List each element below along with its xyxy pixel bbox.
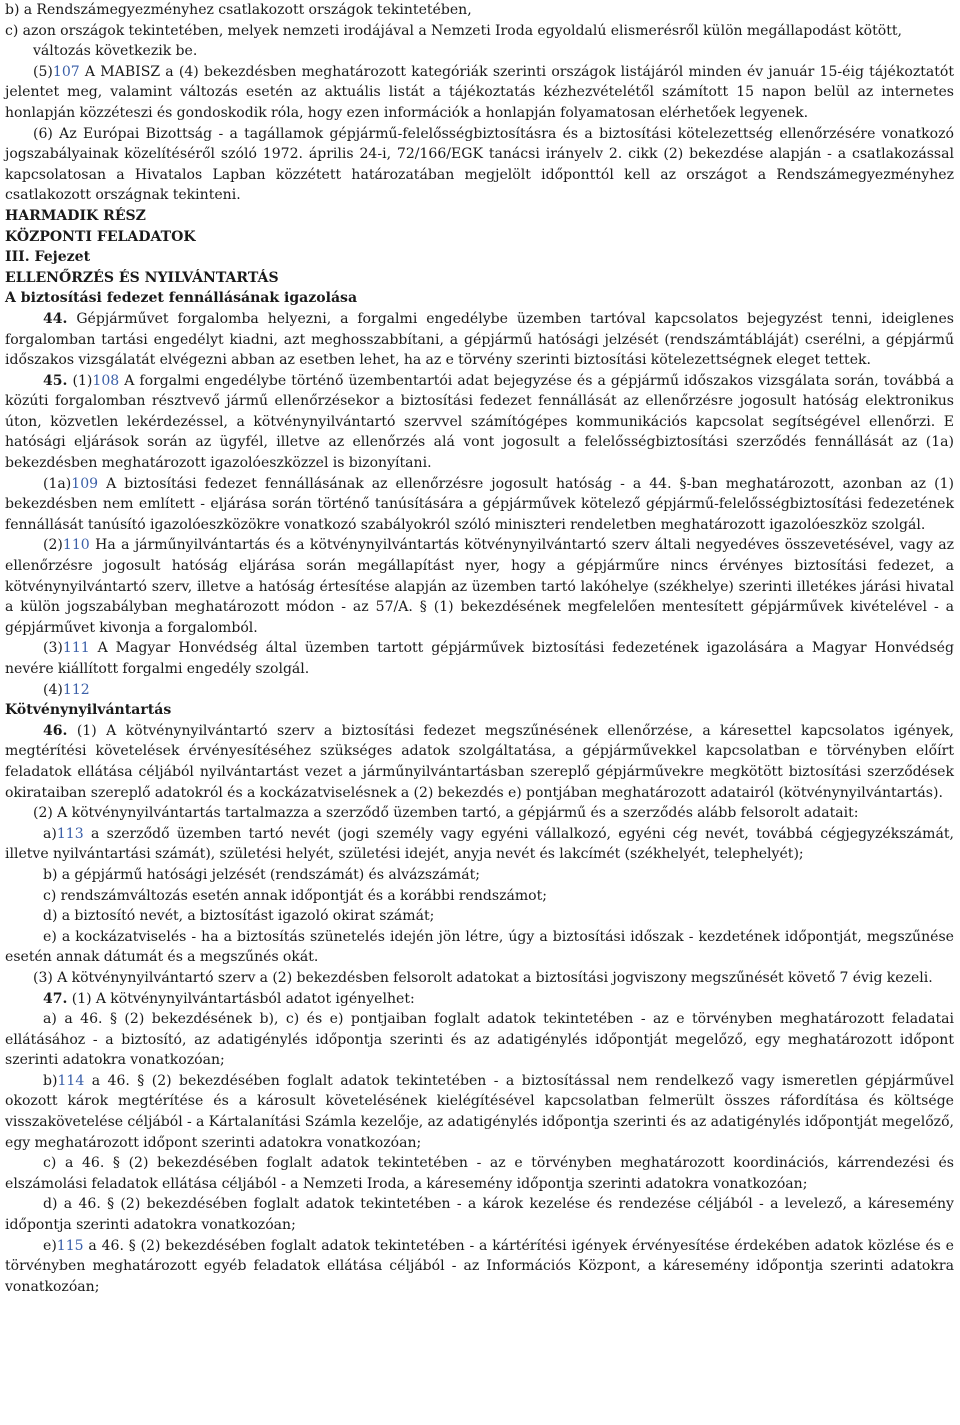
section-46-item-d: d) a biztosító nevét, a biztosítást igazoló okirat számát; bbox=[43, 908, 435, 925]
section-46-paragraph-2: (2) A kötvénynyilvántartás tartalmazza a szerződő üzemben tartó, a gépjármű és a szerződés alább felsorolt adatait: bbox=[33, 805, 859, 822]
paragraph-text: A MABISZ a (4) bekezdésben meghatározott kategóriák szerinti országok listájáról minden év január 15-éig tájékoztatót jelentet meg, valamint változás esetén az aktuális listát a tájékoztatás kézhezvételétől számított 15 napon belül az internetes honlapján közzéteszi és gondoskodik róla, hogy ezen információk a honlapján folyamatosan elérhetőek legyenek. bbox=[5, 63, 954, 121]
section-number: 44. bbox=[43, 310, 68, 327]
section-number: 47. bbox=[43, 990, 68, 1007]
section-45-paragraph-1a bbox=[5, 474, 954, 536]
item-c-nemzeti-iroda: c) azon országok tekintetében, melyek nemzeti irodájával a Nemzeti Iroda egyoldalú elismerésről külön megállapodást kötött, bbox=[5, 22, 902, 39]
item-text: a szerződő üzemben tartó nevét (jogi személy vagy egyéni vállalkozó, egyéni cég nevét, továbbá cégjegyzékszámát, illetve nyilvántartási számát), születési helyét, születési idejét, anyja nevét és lakcímét (székhelyét, telephelyét); bbox=[5, 825, 954, 863]
section-47-item-d: d) a 46. § (2) bekezdésében foglalt adatok tekintetében - a károk kezelése és rendezése céljából - a levelező, a káresemény időpontja szerinti adatokra vonatkozóan; bbox=[5, 1196, 954, 1234]
section-number: 45. bbox=[43, 372, 68, 389]
footnote-ref-112[interactable]: 112 bbox=[62, 681, 90, 698]
paragraph-5 bbox=[5, 62, 954, 124]
section-46-paragraph-3: (3) A kötvénynyilvántartó szerv a (2) bekezdésben felsorolt adatokat a biztosítási jogviszony megszűnését követő 7 évig kezeli. bbox=[33, 969, 933, 986]
footnote-ref-107[interactable]: 107 bbox=[52, 63, 80, 80]
item-text: a 46. § (2) bekezdésében foglalt adatok tekintetében - a kártérítési igények érvényesítése érdekében adatok közlése és e törvényben meghatározott egyéb feladatok ellátása céljából - az Információs Központ, a káresemény időpontja szerinti adatokra vonatkozóan; bbox=[5, 1237, 954, 1295]
item-b-rendszamegyezmeny: b) a Rendszámegyezményhez csatlakozott országok tekintetében, bbox=[5, 2, 472, 18]
section-44 bbox=[5, 309, 954, 371]
item-text: a 46. § (2) bekezdésében foglalt adatok tekintetében - a biztosítással nem rendelkező vagy ismeretlen gépjárművel okozott károk megtérítése és a károsult követelésének kielégítésével kapcsolatban felmerült összes ráfordítása és költsége visszakövetelése céljából - a Kártalanítási Számla kezelője, az adatigénylés időpontja szerinti és az adatigénylés időpontját megelőző, egy meghatározott időpont szerinti adatokra vonatkozóan; bbox=[5, 1072, 954, 1151]
kotvenynyilvantartas-heading: Kötvénynyilvántartás bbox=[5, 702, 172, 719]
footnote-ref-111[interactable]: 111 bbox=[62, 640, 90, 657]
paragraph-text: A forgalmi engedélybe történő üzembentartói adat bejegyzése és a gépjármű időszakos vizsgálata során, továbbá a közúti forgalomban résztvevő jármű ellenőrzésekor a biztosítási fedezet fennállását az ellenőrzésre jogosult hatóság elektronikus úton, közvetlen lekérdezéssel, a kötvénynyilvántartó szervvel számítógépes kommunikációs kapcsolat segítségével ellenőrzi. E hatósági eljárások során az ügyfél, illetve az ellenőrzés alá vont jogosult a felelősségbiztosítási szerződés fennállását az (1a) bekezdésben meghatározott igazolóeszközzel is bizonyítani. bbox=[5, 372, 954, 472]
part-heading: HARMADIK RÉSZ bbox=[5, 207, 146, 224]
section-subtitle: A biztosítási fedezet fennállásának igazolása bbox=[5, 290, 358, 307]
footnote-ref-109[interactable]: 109 bbox=[71, 475, 99, 492]
paragraph-number: (4) bbox=[43, 681, 63, 698]
chapter-heading: III. Fejezet bbox=[5, 249, 91, 266]
item-letter: b) bbox=[43, 1072, 58, 1089]
item-c-continuation: változás következik be. bbox=[33, 43, 198, 60]
section-46-item-e: e) a kockázatviselés - ha a biztosítás szünetelés idején jön létre, úgy a biztosítási időszak - kezdetének időpontját, megszűnése esetén annak dátumát és a megszűnés okát. bbox=[5, 928, 954, 966]
section-47-item-b bbox=[5, 1071, 954, 1153]
footnote-ref-114[interactable]: 114 bbox=[57, 1072, 85, 1089]
section-45-paragraph-4 bbox=[5, 680, 954, 701]
section-46-paragraph-1 bbox=[5, 721, 954, 803]
paragraph-text: (1) A kötvénynyilvántartásból adatot igényelhet: bbox=[67, 990, 415, 1007]
section-46-item-c: c) rendszámváltozás esetén annak időpontját és a korábbi rendszámot; bbox=[43, 887, 548, 904]
section-47-paragraph-1 bbox=[5, 989, 954, 1010]
footnote-ref-113[interactable]: 113 bbox=[56, 825, 84, 842]
footnote-ref-108[interactable]: 108 bbox=[92, 372, 120, 389]
chapter-title: ELLENŐRZÉS ÉS NYILVÁNTARTÁS bbox=[5, 269, 279, 286]
section-number: 46. bbox=[43, 722, 68, 739]
paragraph-number: (2) bbox=[43, 537, 63, 554]
paragraph-number: (5) bbox=[33, 63, 53, 80]
section-47-item-c: c) a 46. § (2) bekezdésében foglalt adatok tekintetében - az e törvényben meghatározott koordinációs, kárrendezési és elszámolási feladatok ellátása céljából - a Nemzeti Iroda, a káresemény időpontja szerinti adatokra vonatkozóan; bbox=[5, 1155, 954, 1192]
paragraph-6: (6) Az Európai Bizottság - a tagállamok gépjármű-felelősségbiztosításra és a biztosítási kötelezettség ellenőrzésére vonatkozó jogszabályainak közelítéséről szóló 1972. április 24-i, 72/166/EGK tanácsi irányelv 2. cikk (2) bekezdése alapján - a csatlakozással kapcsolatosan a Hivatalos Lapban közzétett határozatában megjelölt időponttól kell az országot a Rendszámegyezményhez csatlakozott országnak tekinteni. bbox=[5, 125, 954, 204]
section-45-paragraph-1 bbox=[5, 371, 954, 474]
section-47-item-e bbox=[5, 1236, 954, 1298]
section-45-paragraph-3 bbox=[5, 638, 954, 679]
footnote-ref-110[interactable]: 110 bbox=[62, 537, 90, 554]
footnote-ref-115[interactable]: 115 bbox=[56, 1237, 84, 1254]
section-46-item-b: b) a gépjármű hatósági jelzését (rendszámát) és alvázszámát; bbox=[43, 866, 480, 883]
item-letter: e) bbox=[43, 1237, 57, 1254]
section-45-paragraph-2 bbox=[5, 535, 954, 638]
paragraph-text: Ha a járműnyilvántartás és a kötvénynyilvántartás kötvénynyilvántartó szerv általi negyedéves összevetésével, vagy az ellenőrzésre jogosult hatóság eljárása során megállapítást nyer, hogy a gépjárműre nincs érvényes biztosítási fedezet, a kötvénynyilvántartó szerv, illetve a hatóság értesítése alapján az üzemben tartó lakóhelye (székhelye) szerinti illetékes járási hivatal a külön jogszabályban meghatározott módon - az 57/A. § (1) bekezdésének megfelelően mentesített gépjárművek kivételével - a gépjárművet kivonja a forgalomból. bbox=[5, 537, 954, 636]
paragraph-text: A Magyar Honvédség által üzemben tartott gépjárművek biztosítási fedezetének igazolására a Magyar Honvédség nevére kiállított forgalmi engedély szolgál. bbox=[5, 640, 954, 677]
paragraph-number: (1) bbox=[67, 372, 93, 389]
section-47-item-a: a) a 46. § (2) bekezdésének b), c) és e) pontjaiban foglalt adatok tekintetében - az e törvényben meghatározott feladatai ellátásához - a biztosító, az adatigénylés időpontja szerinti és az adatigénylés időpontját megelőző, egy meghatározott időpont szerinti adatokra vonatkozóan; bbox=[5, 1011, 954, 1069]
paragraph-text: (1) A kötvénynyilvántartó szerv a biztosítási fedezet megszűnésének ellenőrzése, a káresettel kapcsolatos igények, megtérítési követelések érvényesítéséhez szükséges adatok szolgáltatása, a gépjárművekkel kapcsolatban e törvényben előírt feladatok ellátása céljából nyilvántartást vezet a járműnyilvántartásban szereplő gépjárművekre megkötött biztosítási szerződések okirataiban szereplő adatokról és a kockázatviselésnek a (2) bekezdés e) pontjában meghatározott adatairól (kötvénynyilvántartás). bbox=[5, 722, 954, 801]
section-46-item-a bbox=[5, 824, 954, 865]
section-text: Gépjárművet forgalomba helyezni, a forgalmi engedélybe üzemben tartóval kapcsolatos bejegyzést tenni, ideiglenes forgalomban tartási engedélyt kiadni, azt meghosszabbítani, a gépjármű hatósági jelzését (rendszámtábláját) cserélni, a gépjármű időszakos vizsgálatát elvégezni abban az esetben lehet, ha az e törvény szerinti biztosítási kötelezettségnek eleget tettek. bbox=[5, 310, 954, 369]
item-letter: a) bbox=[43, 825, 57, 842]
paragraph-number: (1a) bbox=[43, 475, 72, 492]
paragraph-number: (3) bbox=[43, 640, 63, 657]
paragraph-text: A biztosítási fedezet fennállásának az ellenőrzésre jogosult hatóság - a 44. §-ban meghatározott, azonban az (1) bekezdésben nem említett - eljárása során történő tanúsítására a gépjárművek kötelező gépjármű-felelősségbiztosítási fedezetének fennállását tanúsító igazolóeszközökre vonatkozó szabályokról szóló miniszteri rendeletben meghatározott igazolóeszköz szolgál. bbox=[5, 475, 954, 533]
part-title: KÖZPONTI FELADATOK bbox=[5, 228, 196, 245]
